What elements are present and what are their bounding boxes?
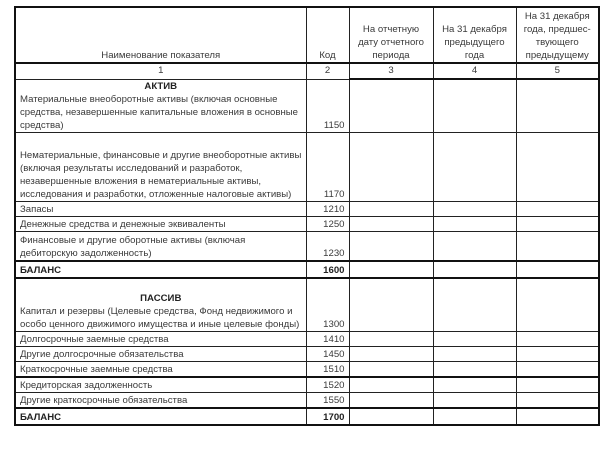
table-row	[15, 361, 599, 377]
row-code: 1510	[306, 361, 349, 377]
row-name: АКТИВ Материальные внеоборотные активы (включая основные средства, незавершенные капитальные вложения в основные средства)	[15, 79, 306, 132]
value-cell-prev-year[interactable]	[433, 201, 516, 216]
row-code: 1550	[306, 392, 349, 408]
row-code: 1150	[306, 79, 349, 132]
value-cell-prev-prev-year[interactable]	[516, 278, 599, 332]
row-name: Другие долгосрочные обязательства	[15, 346, 306, 361]
row-name: Нематериальные, финансовые и другие внеоборотные активы (включая результаты исследований и разработок, незавершенные вложения в нематериальные активы, исследования и разработки, отложенные налоговые активы)	[15, 132, 306, 201]
value-cell-prev-year[interactable]	[433, 346, 516, 361]
table-row	[15, 278, 599, 332]
header-prev-prev-year: На 31 декабря года, предшес-твующего предыдущему	[516, 7, 599, 63]
value-cell-prev-year[interactable]	[433, 261, 516, 278]
value-cell-prev-year[interactable]	[433, 216, 516, 231]
value-cell-current[interactable]	[349, 132, 433, 201]
section-title-liabilities: ПАССИВ	[140, 292, 182, 304]
row-name: Финансовые и другие оборотные активы (включая дебиторскую задолженность)	[15, 231, 306, 261]
table-row	[15, 392, 599, 408]
header-name: Наименование показателя	[15, 7, 306, 63]
value-cell-prev-prev-year[interactable]	[516, 361, 599, 377]
header-prev-year: На 31 декабря предыдущего года	[433, 7, 516, 63]
row-name: Запасы	[15, 201, 306, 216]
value-cell-prev-year[interactable]	[433, 278, 516, 332]
table-row	[15, 346, 599, 361]
row-name: Кредиторская задолженность	[15, 377, 306, 393]
value-cell-prev-prev-year[interactable]	[516, 79, 599, 132]
row-name: БАЛАНС	[15, 408, 306, 425]
value-cell-current[interactable]	[349, 79, 433, 132]
value-cell-prev-prev-year[interactable]	[516, 331, 599, 346]
value-cell-prev-prev-year[interactable]	[516, 408, 599, 425]
value-cell-prev-prev-year[interactable]	[516, 201, 599, 216]
row-code: 1300	[306, 278, 349, 332]
row-name: Другие краткосрочные обязательства	[15, 392, 306, 408]
table-row	[15, 201, 599, 216]
column-number-row	[15, 63, 599, 79]
value-cell-prev-prev-year[interactable]	[516, 231, 599, 261]
value-cell-current[interactable]	[349, 361, 433, 377]
row-name: Долгосрочные заемные средства	[15, 331, 306, 346]
value-cell-current[interactable]	[349, 261, 433, 278]
header-code: Код	[306, 7, 349, 63]
value-cell-current[interactable]	[349, 231, 433, 261]
table-row	[15, 231, 599, 261]
row-code: 1410	[306, 331, 349, 346]
table-row	[15, 132, 599, 201]
value-cell-prev-prev-year[interactable]	[516, 377, 599, 393]
row-name: ПАССИВ Капитал и резервы (Целевые средства, Фонд недвижимого и особо ценного движимого имущества и иные целевые фонды)	[15, 278, 306, 332]
value-cell-current[interactable]	[349, 278, 433, 332]
value-cell-prev-prev-year[interactable]	[516, 346, 599, 361]
value-cell-prev-year[interactable]	[433, 361, 516, 377]
section-title-assets: АКТИВ	[144, 80, 178, 92]
balance-total-row-liabilities	[15, 408, 599, 425]
balance-sheet-table	[14, 6, 600, 426]
row-code: 1170	[306, 132, 349, 201]
table-row	[15, 377, 599, 393]
column-number: 4	[433, 63, 516, 79]
row-name: БАЛАНС	[15, 261, 306, 278]
value-cell-current[interactable]	[349, 377, 433, 393]
value-cell-current[interactable]	[349, 331, 433, 346]
value-cell-prev-year[interactable]	[433, 377, 516, 393]
value-cell-prev-prev-year[interactable]	[516, 261, 599, 278]
header-row	[15, 7, 599, 63]
row-code: 1700	[306, 408, 349, 425]
table-row	[15, 216, 599, 231]
column-number: 3	[349, 63, 433, 79]
value-cell-current[interactable]	[349, 346, 433, 361]
value-cell-prev-prev-year[interactable]	[516, 132, 599, 201]
row-code: 1210	[306, 201, 349, 216]
value-cell-prev-year[interactable]	[433, 231, 516, 261]
value-cell-prev-year[interactable]	[433, 132, 516, 201]
value-cell-current[interactable]	[349, 216, 433, 231]
row-name: Денежные средства и денежные эквиваленты	[15, 216, 306, 231]
value-cell-prev-prev-year[interactable]	[516, 392, 599, 408]
value-cell-current[interactable]	[349, 408, 433, 425]
header-current-period: На отчетную дату отчетного периода	[349, 7, 433, 63]
value-cell-prev-year[interactable]	[433, 331, 516, 346]
row-code: 1230	[306, 231, 349, 261]
column-number: 2	[306, 63, 349, 79]
row-code: 1250	[306, 216, 349, 231]
table-row	[15, 331, 599, 346]
row-code: 1600	[306, 261, 349, 278]
row-code: 1520	[306, 377, 349, 393]
column-number: 1	[15, 63, 306, 79]
balance-total-row-assets	[15, 261, 599, 278]
value-cell-current[interactable]	[349, 392, 433, 408]
value-cell-prev-year[interactable]	[433, 79, 516, 132]
row-name: Краткосрочные заемные средства	[15, 361, 306, 377]
value-cell-prev-year[interactable]	[433, 408, 516, 425]
column-number: 5	[516, 63, 599, 79]
row-code: 1450	[306, 346, 349, 361]
value-cell-prev-year[interactable]	[433, 392, 516, 408]
table-row	[15, 79, 599, 132]
value-cell-current[interactable]	[349, 201, 433, 216]
value-cell-prev-prev-year[interactable]	[516, 216, 599, 231]
